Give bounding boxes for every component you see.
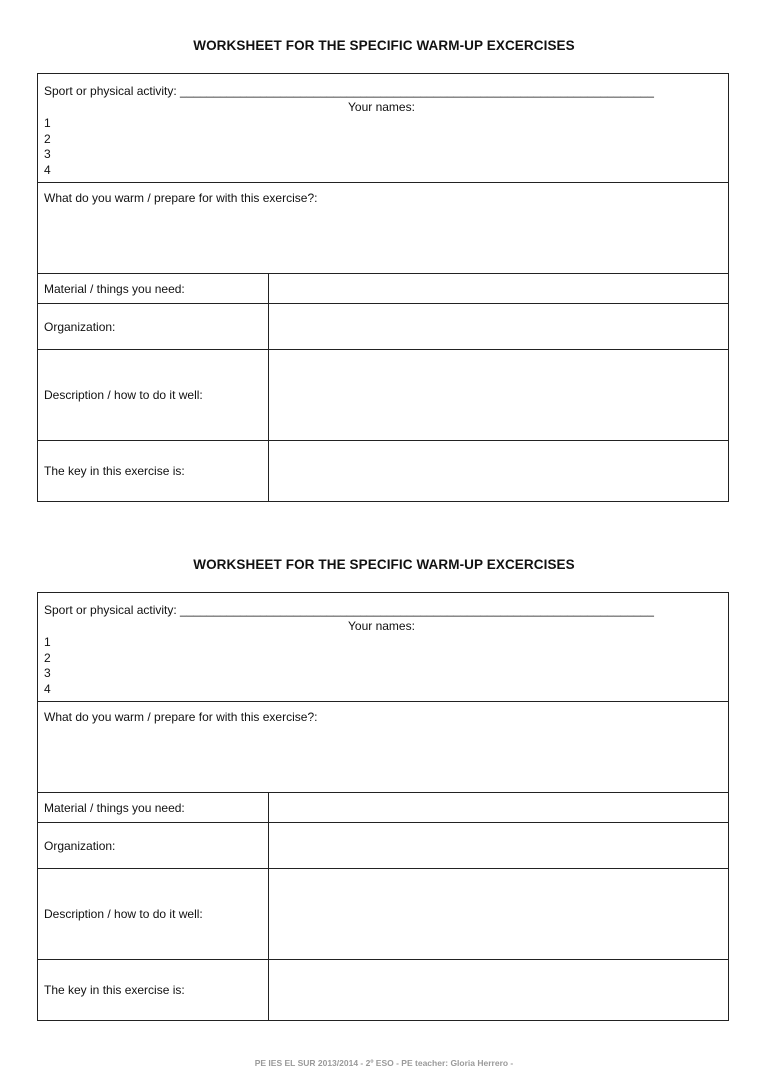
name-number-3[interactable]: 3 — [44, 147, 51, 161]
key-answer-field[interactable] — [269, 441, 728, 501]
material-row — [38, 274, 728, 304]
sport-activity-field[interactable]: Sport or physical activity: _______________________________________________________________________ — [44, 603, 654, 617]
organization-label: Organization: — [38, 304, 269, 349]
description-label: Description / how to do it well: — [38, 869, 269, 959]
name-number-4[interactable]: 4 — [44, 681, 51, 696]
material-answer-field[interactable] — [269, 793, 728, 822]
description-row — [38, 869, 728, 960]
warmup-purpose-field[interactable] — [38, 183, 728, 274]
description-row — [38, 350, 728, 441]
key-row — [38, 441, 728, 501]
organization-row — [38, 823, 728, 869]
worksheet-2-sport-row — [38, 593, 728, 702]
name-number-2[interactable]: 2 — [44, 131, 51, 146]
name-number-list — [44, 635, 51, 697]
page-footer: PE IES EL SUR 2013/2014 - 2º ESO - PE teacher: Gloria Herrero - — [254, 1058, 514, 1068]
description-label: Description / how to do it well: — [38, 350, 269, 440]
name-number-4[interactable]: 4 — [44, 162, 51, 177]
worksheet-2 — [37, 592, 729, 1021]
organization-answer-field[interactable] — [269, 823, 728, 868]
your-names-label: Your names: — [348, 100, 415, 114]
key-row — [38, 960, 728, 1020]
worksheet-1-title: WORKSHEET FOR THE SPECIFIC WARM-UP EXCERCISES — [193, 38, 575, 53]
name-number-1[interactable]: 1 — [44, 116, 51, 130]
name-number-list — [44, 116, 51, 178]
material-row — [38, 793, 728, 823]
organization-row — [38, 304, 728, 350]
description-answer-field[interactable] — [269, 869, 728, 959]
name-number-1[interactable]: 1 — [44, 635, 51, 649]
material-answer-field[interactable] — [269, 274, 728, 303]
warmup-purpose-label: What do you warm / prepare for with this exercise?: — [44, 191, 318, 205]
material-label: Material / things you need: — [38, 793, 269, 822]
key-label: The key in this exercise is: — [38, 441, 269, 501]
warmup-purpose-label: What do you warm / prepare for with this exercise?: — [44, 710, 318, 724]
worksheet-1 — [37, 73, 729, 502]
worksheet-2-title: WORKSHEET FOR THE SPECIFIC WARM-UP EXCERCISES — [193, 557, 575, 572]
name-number-3[interactable]: 3 — [44, 666, 51, 680]
description-answer-field[interactable] — [269, 350, 728, 440]
organization-label: Organization: — [38, 823, 269, 868]
material-label: Material / things you need: — [38, 274, 269, 303]
warmup-purpose-field[interactable] — [38, 702, 728, 793]
worksheet-1-sport-row — [38, 74, 728, 183]
organization-answer-field[interactable] — [269, 304, 728, 349]
key-label: The key in this exercise is: — [38, 960, 269, 1020]
key-answer-field[interactable] — [269, 960, 728, 1020]
sport-activity-field[interactable]: Sport or physical activity: _______________________________________________________________________ — [44, 84, 654, 98]
your-names-label: Your names: — [348, 619, 415, 633]
name-number-2[interactable]: 2 — [44, 650, 51, 665]
